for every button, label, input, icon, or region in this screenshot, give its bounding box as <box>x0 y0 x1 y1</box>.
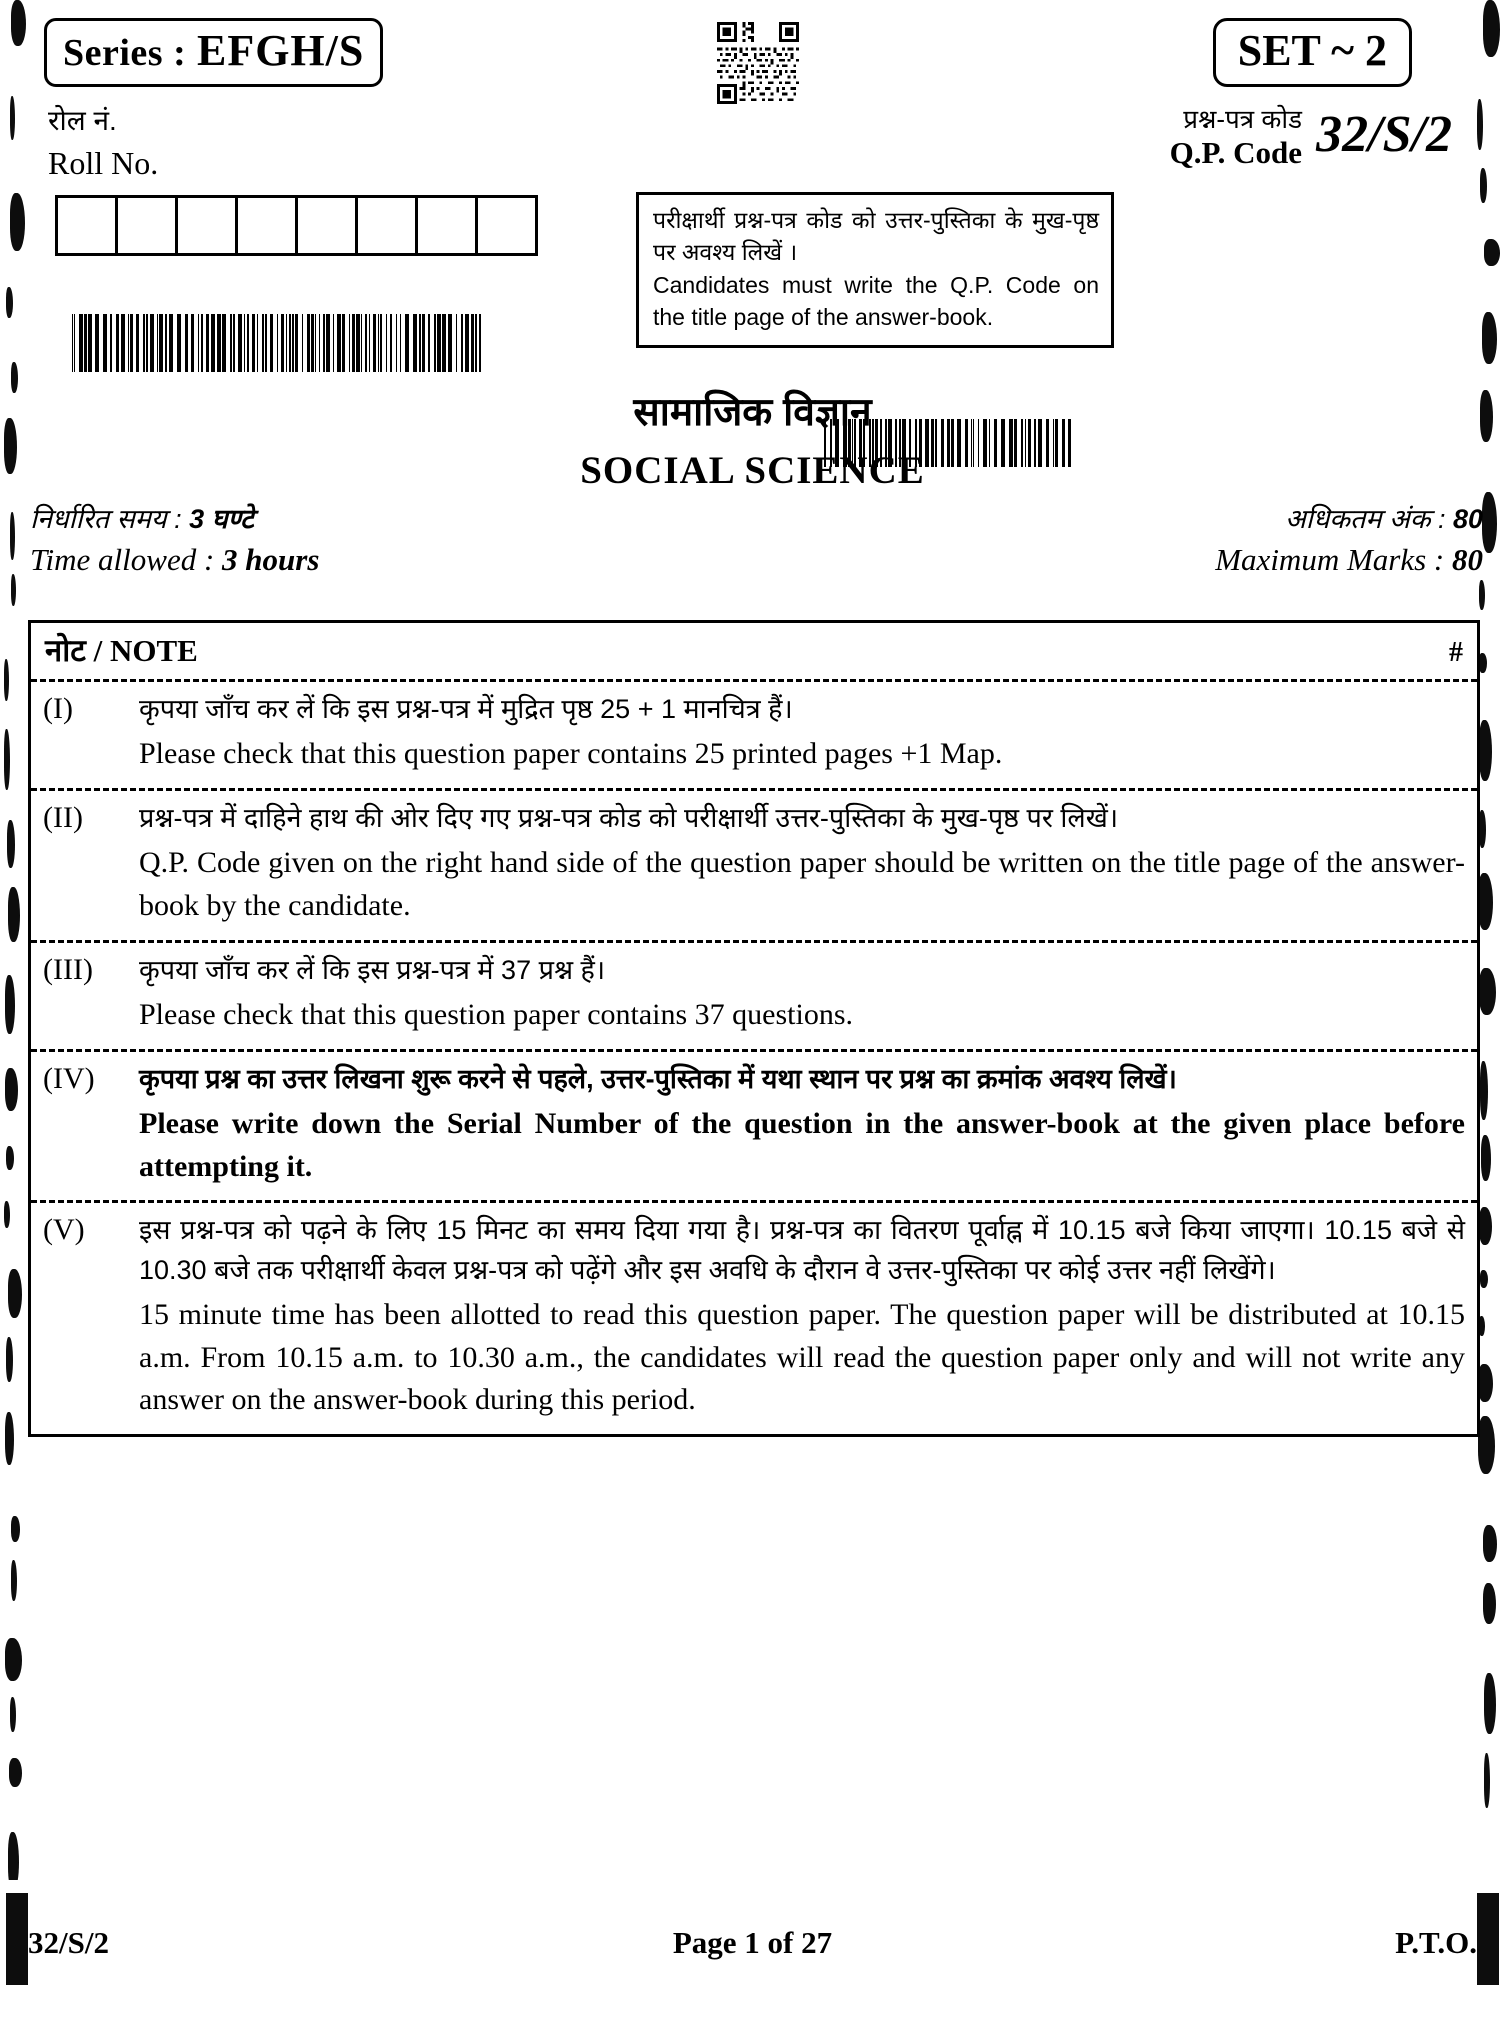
roll-no-cell-5[interactable] <box>298 198 358 253</box>
footer-bar-left <box>6 1893 28 1985</box>
note-row <box>31 682 1477 788</box>
note-item-number: (IV) <box>43 1061 95 1095</box>
footer-qp-code: 32/S/2 <box>28 1925 109 1960</box>
subject-title-english: SOCIAL SCIENCE <box>580 449 925 492</box>
note-item-english: Please check that this question paper contains 25 printed pages +1 Map. <box>139 737 1003 771</box>
note-item-number: (III) <box>43 952 93 986</box>
roll-no-cell-7[interactable] <box>418 198 478 253</box>
qp-code-instruction-english: Candidates must write the Q.P. Code on the title page of the answer-book. <box>653 272 1099 330</box>
roll-no-cell-2[interactable] <box>118 198 178 253</box>
maximum-marks-english: Maximum Marks : 80 <box>1215 542 1483 578</box>
note-item-english: Q.P. Code given on the right hand side of the question paper should be written on the title page of the answer-book by the candidate. <box>139 846 1465 922</box>
scan-edge-right <box>1477 0 1503 1880</box>
set-box: SET ~ 2 <box>1213 18 1412 87</box>
qr-code-icon <box>717 22 799 104</box>
roll-no-cell-6[interactable] <box>358 198 418 253</box>
scan-edge-left <box>4 0 30 1880</box>
time-allowed-hindi: निर्धारित समय : 3 घण्टे <box>30 504 254 534</box>
roll-no-input-grid[interactable] <box>55 195 538 256</box>
time-allowed <box>30 500 319 582</box>
note-heading: नोट / NOTE <box>45 633 198 668</box>
roll-no-cell-3[interactable] <box>178 198 238 253</box>
roll-no-cell-4[interactable] <box>238 198 298 253</box>
roll-no-label-hindi: रोल नं. <box>48 105 117 136</box>
series-label: Series : <box>63 32 187 74</box>
roll-no-cell-8[interactable] <box>478 198 535 253</box>
note-table-header <box>31 623 1477 679</box>
note-item-number: (V) <box>43 1213 85 1247</box>
note-item-body <box>139 951 1465 1039</box>
note-item-hindi: कृपया प्रश्न का उत्तर लिखना शुरू करने से पहले, उत्तर-पुस्तिका में यथा स्थान पर प्रश्न का क्रमांक अवश्य लिखें। <box>139 1063 1177 1094</box>
time-allowed-english: Time allowed : 3 hours <box>30 542 320 578</box>
note-table <box>28 620 1480 1437</box>
note-item-hindi: इस प्रश्न-पत्र को पढ़ने के लिए 15 मिनट का समय दिया गया है। प्रश्न-पत्र का वितरण पूर्वाह्न में 10.15 बजे किया जाएगा। 10.15 बजे से 10.30 बजे तक परीक्षार्थी केवल प्रश्न-पत्र को पढ़ेंगे और इस अवधि के दौरान वे उत्तर-पुस्तिका पर कोई उत्तर नहीं लिखेंगे। <box>139 1215 1465 1285</box>
note-row <box>31 943 1477 1049</box>
footer-pto: P.T.O. <box>1395 1925 1477 1960</box>
qp-code-label <box>1170 104 1302 171</box>
qp-code-instruction-hindi: परीक्षार्थी प्रश्न-पत्र कोड को उत्तर-पुस्तिका के मुख-पृष्ठ पर अवश्य लिखें । <box>653 207 1099 265</box>
note-row <box>31 1052 1477 1201</box>
footer-bar-right <box>1477 1893 1499 1985</box>
maximum-marks-hindi: अधिकतम अंक : 80 <box>1285 504 1483 534</box>
series-box <box>44 18 383 87</box>
qp-code-value: 32/S/2 <box>1316 106 1452 163</box>
note-item-body <box>139 690 1465 778</box>
qp-code-label-hindi: प्रश्न-पत्र कोड <box>1183 104 1302 134</box>
maximum-marks <box>1215 500 1483 582</box>
note-item-body <box>139 1060 1465 1191</box>
qp-code-label-english: Q.P. Code <box>1169 134 1302 170</box>
footer-page-number: Page 1 of 27 <box>672 1925 833 1960</box>
note-item-hindi: प्रश्न-पत्र में दाहिने हाथ की ओर दिए गए प्रश्न-पत्र कोड को परीक्षार्थी उत्तर-पुस्तिका के मुख-पृष्ठ पर लिखें। <box>139 803 1119 833</box>
note-item-body <box>139 1211 1465 1424</box>
roll-no-label-english: Roll No. <box>48 145 159 181</box>
barcode-roll <box>72 314 482 372</box>
note-item-english: Please write down the Serial Number of the question in the answer-book at the given place before attempting it. <box>139 1107 1465 1183</box>
page-footer <box>28 1925 1477 1961</box>
roll-no-cell-1[interactable] <box>58 198 118 253</box>
note-item-number: (I) <box>43 692 73 725</box>
note-item-number: (II) <box>43 801 83 834</box>
note-hash-marker: # <box>1449 637 1463 668</box>
note-item-english: 15 minute time has been allotted to read this question paper. The question paper will be distributed at 10.15 a.m. From 10.15 a.m. to 10.30 a.m., the candidates will read the question paper only and will not write any answer on the answer-book during this period. <box>139 1298 1465 1417</box>
subject-title-hindi: सामाजिक विज्ञान <box>633 391 872 434</box>
series-value: EFGH/S <box>196 26 365 75</box>
note-item-body <box>139 799 1465 930</box>
note-row <box>31 791 1477 940</box>
note-item-hindi: कृपया जाँच कर लें कि इस प्रश्न-पत्र में मुद्रित पृष्ठ 25 + 1 मानचित्र हैं। <box>139 694 793 724</box>
note-item-english: Please check that this question paper contains 37 questions. <box>139 998 854 1031</box>
note-row <box>31 1203 1477 1434</box>
note-item-hindi: कृपया जाँच कर लें कि इस प्रश्न-पत्र में 37 प्रश्न हैं। <box>139 954 606 985</box>
qp-code-instruction-box <box>636 192 1114 348</box>
